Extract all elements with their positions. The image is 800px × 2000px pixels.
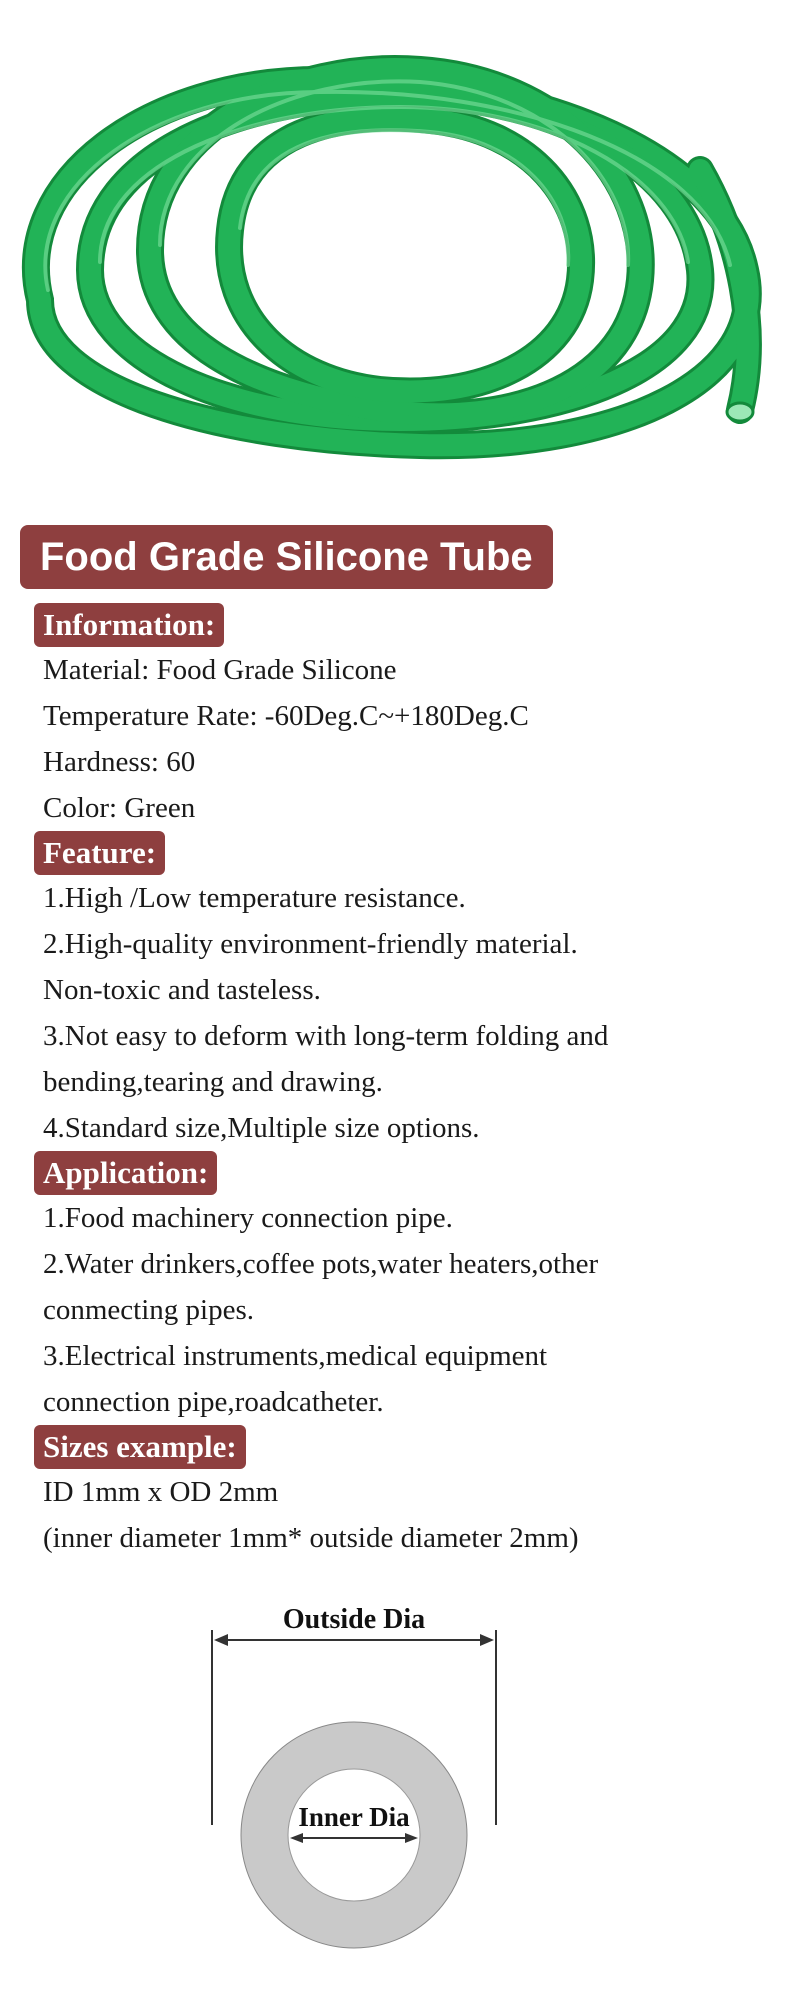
application-section [34,1151,774,1425]
feature-line: 4.Standard size,Multiple size options. [43,1112,480,1144]
application-line: 2.Water drinkers,coffee pots,water heaters,other [43,1248,599,1280]
information-line: Temperature Rate: -60Deg.C~+180Deg.C [43,700,529,732]
information-line: Material: Food Grade Silicone [43,654,397,686]
application-label: Application: [34,1151,217,1195]
product-image-green-tube [0,0,800,500]
outside-dia-label: Outside Dia [282,1604,426,1635]
inner-dia-label: Inner Dia [298,1802,410,1832]
feature-line: 1.High /Low temperature resistance. [43,882,466,914]
arrow-right-icon [480,1634,494,1646]
application-line: connection pipe,roadcatheter. [43,1386,384,1418]
feature-line: 2.High-quality environment-friendly material. [43,928,578,960]
information-line: Hardness: 60 [43,746,196,778]
sizes-section [34,1425,774,1561]
information-line: Color: Green [43,792,196,824]
application-line: 1.Food machinery connection pipe. [43,1202,453,1234]
product-title-banner [20,525,553,589]
product-title: Food Grade Silicone Tube [40,534,533,579]
information-section [34,603,774,831]
product-description [34,603,774,1561]
feature-line: bending,tearing and drawing. [43,1066,383,1098]
sizes-line: (inner diameter 1mm* outside diameter 2mm) [43,1522,579,1554]
tube-dimension-diagram [200,1590,540,1990]
information-label: Information: [34,603,224,647]
application-line: conmecting pipes. [43,1294,255,1326]
sizes-label: Sizes example: [34,1425,246,1469]
tube-inner-bore [288,1769,420,1901]
feature-line: Non-toxic and tasteless. [43,974,321,1006]
sizes-line: ID 1mm x OD 2mm [43,1476,279,1508]
application-line: 3.Electrical instruments,medical equipment [43,1340,548,1372]
arrow-left-icon [214,1634,228,1646]
feature-label: Feature: [34,831,165,875]
feature-section [34,831,774,1151]
feature-line: 3.Not easy to deform with long-term folding and [43,1020,609,1052]
